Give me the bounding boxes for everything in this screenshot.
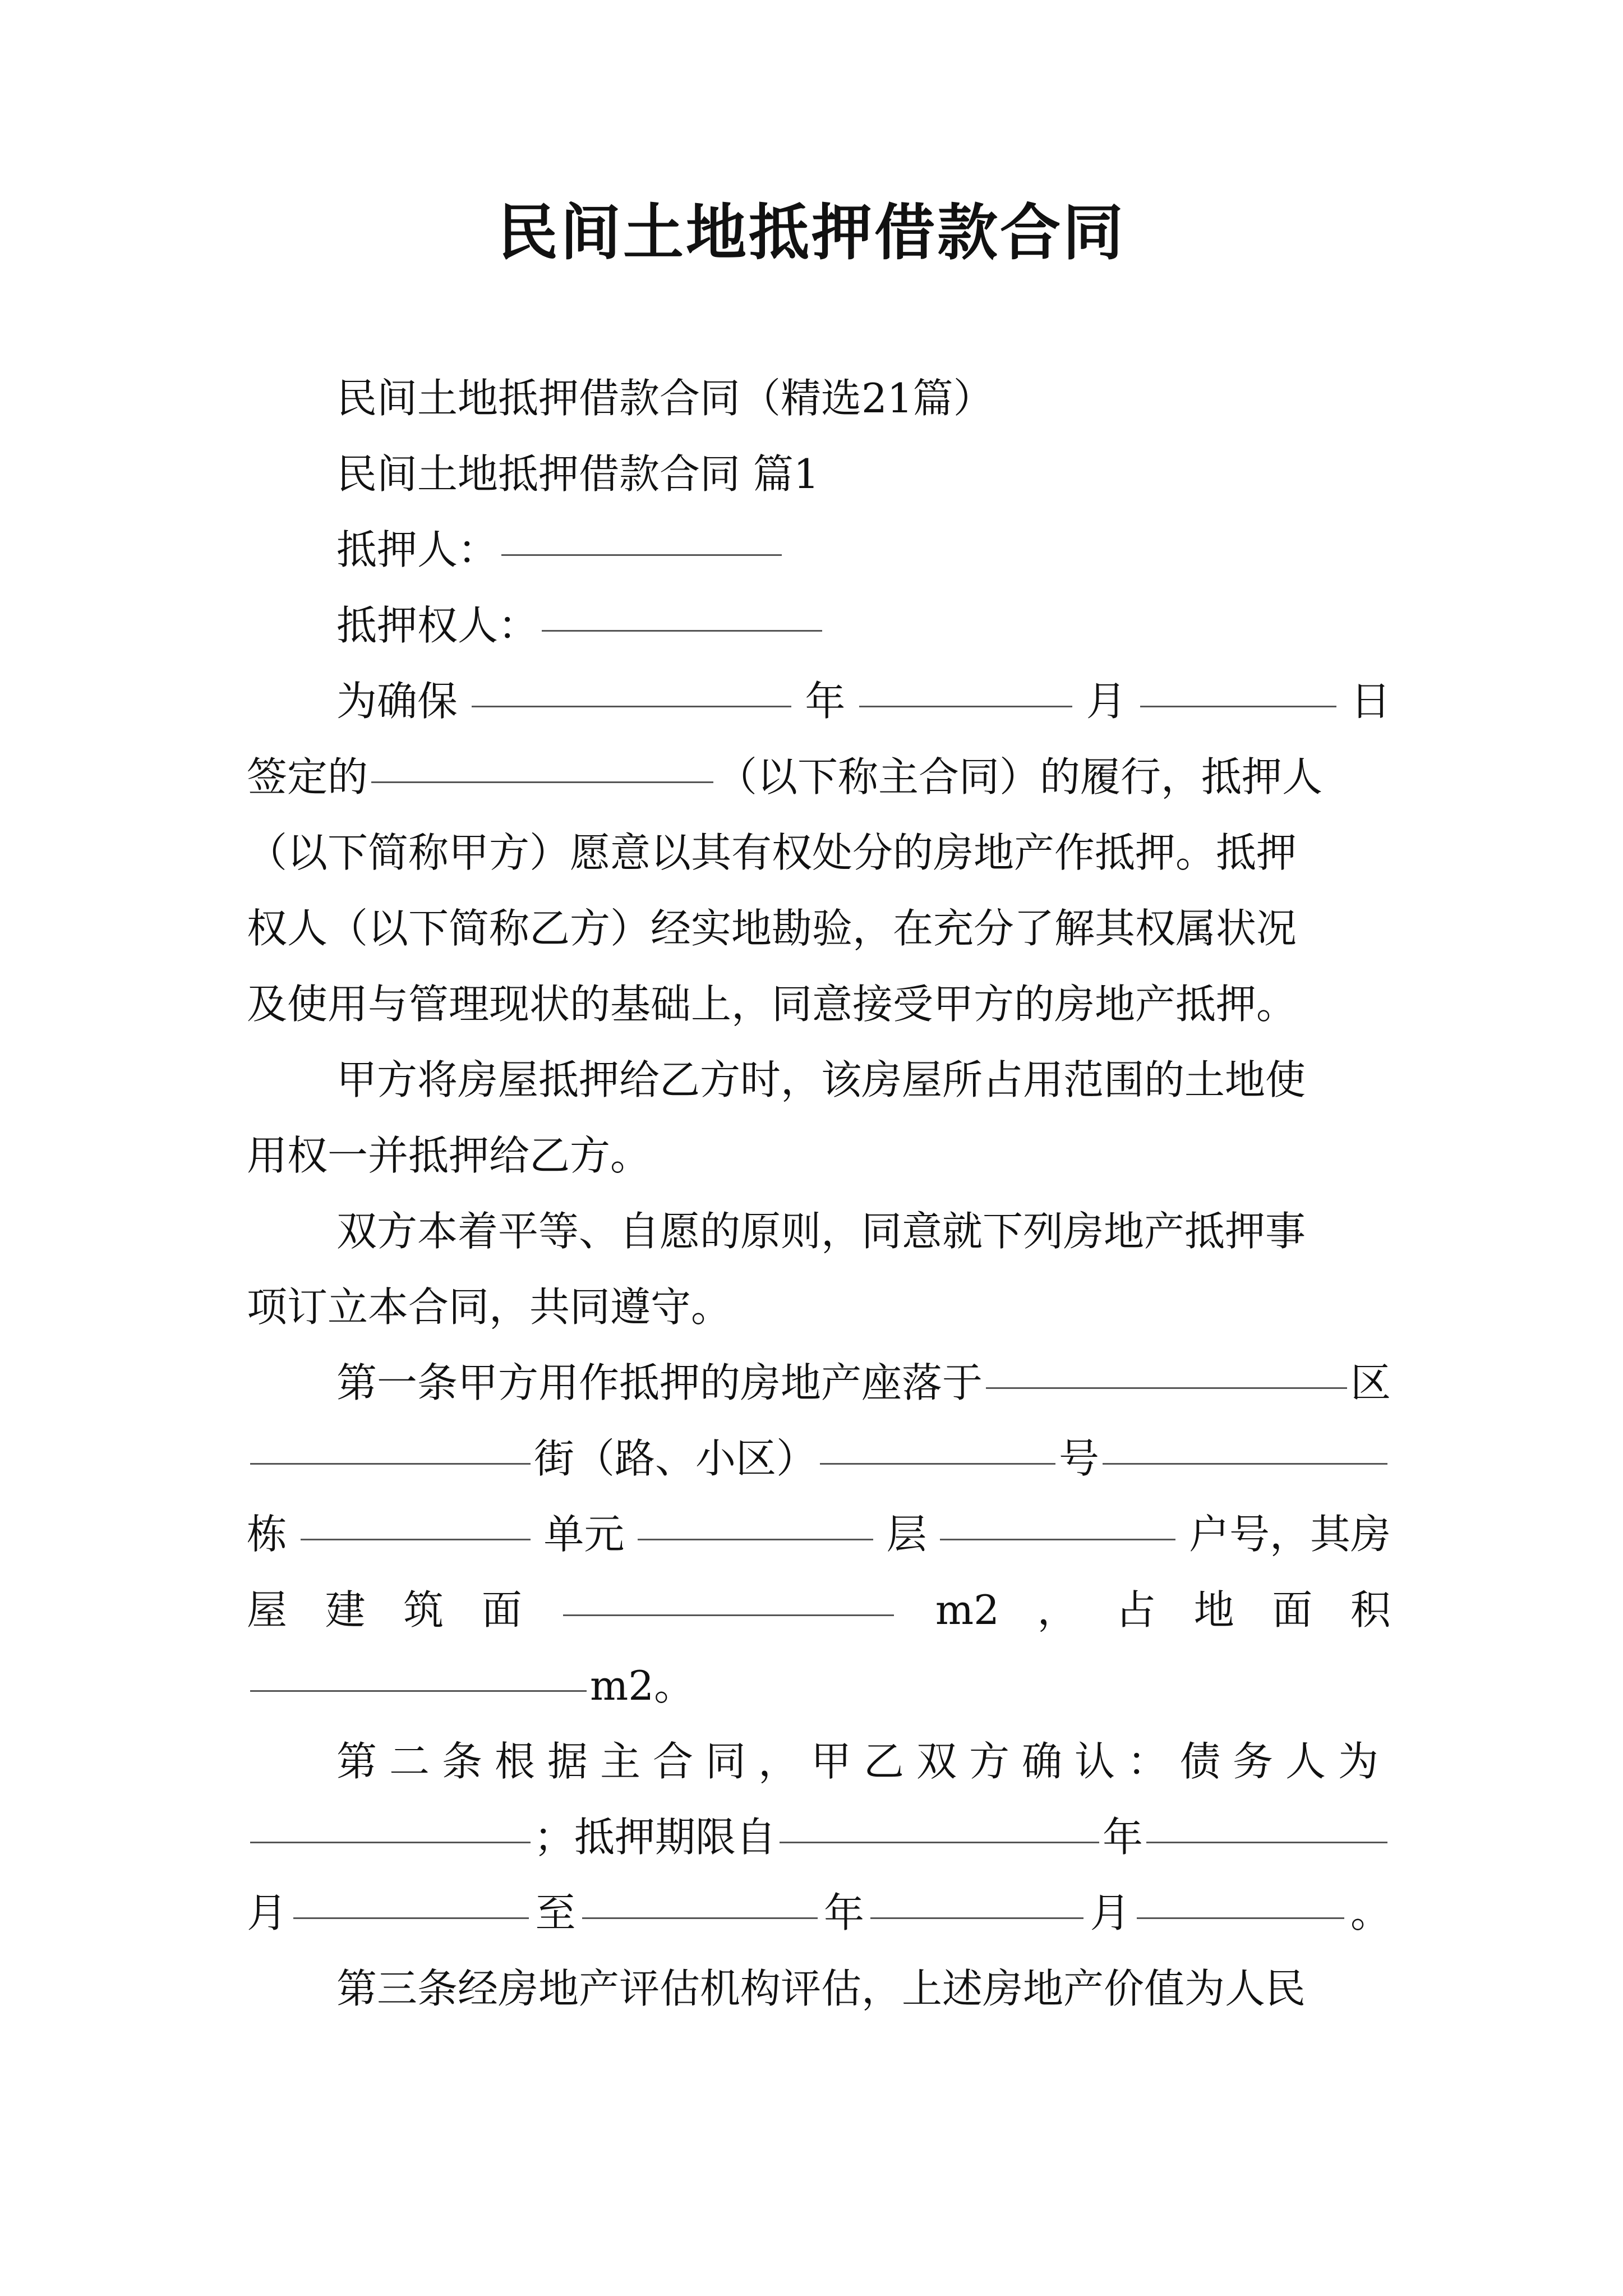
term-start-day-blank[interactable] <box>293 1917 529 1919</box>
contract-day-blank[interactable] <box>1140 706 1336 707</box>
article-text: 面 <box>481 1586 522 1634</box>
intro-text: （以下称主合同）的履行，抵押人 <box>717 753 1323 800</box>
intro-line-4 <box>247 898 1391 959</box>
land-area-blank[interactable] <box>250 1690 587 1692</box>
district-blank[interactable] <box>986 1387 1347 1389</box>
floor-blank[interactable] <box>638 1539 873 1540</box>
year-label: 年 <box>1103 1814 1144 1861</box>
article-text: 地 <box>1193 1586 1234 1634</box>
number-blank[interactable] <box>820 1463 1055 1465</box>
mortgagee-blank[interactable] <box>542 630 822 632</box>
year-label: 年 <box>805 678 846 725</box>
period-mark: 。 <box>1350 1889 1391 1936</box>
room-label: 户号，其房 <box>1188 1511 1391 1558</box>
paragraph-text: 甲方将房屋抵押给乙方时，该房屋所占用范围的土地使 <box>336 1056 1306 1103</box>
intro-text: （以下简称甲方）愿意以其有权处分的房地产作抵押。抵押 <box>247 829 1297 876</box>
unit-label: 单元 <box>543 1511 625 1558</box>
para3-line-2 <box>247 1276 1391 1338</box>
intro-text: 权人（以下简称乙方）经实地勘验，在充分了解其权属状况 <box>247 905 1297 952</box>
article-text: 面 <box>1272 1586 1313 1634</box>
month-label: 月 <box>1090 1889 1131 1936</box>
term-start-year-blank[interactable] <box>780 1842 1099 1843</box>
mortgagee-line <box>247 595 1391 656</box>
intro-text: 签定的 <box>247 753 368 800</box>
article1-line-2 <box>247 1428 1391 1489</box>
subtitle-text: 民间土地抵押借款合同（精选21篇） <box>336 375 994 422</box>
mortgagee-label: 抵押权人： <box>336 602 539 649</box>
article-text: ， <box>1037 1586 1078 1634</box>
document-title: 民间土地抵押借款合同 <box>497 197 1126 268</box>
day-label: 日 <box>1350 678 1391 725</box>
intro-line-1 <box>247 670 1391 732</box>
article-text: ；抵押期限自 <box>534 1814 777 1861</box>
para2-line-2 <box>247 1125 1391 1186</box>
term-end-month-blank[interactable] <box>870 1917 1083 1919</box>
article-text: 第一条甲方用作抵押的房地产座落于 <box>336 1359 983 1406</box>
to-label: 至 <box>535 1889 576 1936</box>
section-heading <box>247 443 1391 505</box>
year-label: 年 <box>823 1889 864 1936</box>
intro-line-2 <box>247 746 1391 808</box>
term-start-month-blank[interactable] <box>1146 1842 1387 1843</box>
article1-line-4 <box>247 1579 1391 1641</box>
term-end-year-blank[interactable] <box>582 1917 818 1919</box>
mortgagor-line <box>247 519 1391 581</box>
article1-line-1 <box>247 1352 1391 1414</box>
article-text: 占 <box>1115 1586 1156 1634</box>
term-end-day-blank[interactable] <box>1137 1917 1344 1919</box>
street-blank[interactable] <box>250 1463 531 1465</box>
contract-year-blank[interactable] <box>472 706 791 707</box>
article3-line-1 <box>247 1958 1391 2019</box>
floor-label: 层 <box>886 1511 927 1558</box>
article1-line-5 <box>247 1655 1391 1717</box>
article2-line-2 <box>247 1806 1391 1868</box>
contract-month-blank[interactable] <box>859 706 1072 707</box>
mortgagor-label: 抵押人： <box>336 526 499 573</box>
building-blank[interactable] <box>1103 1463 1387 1465</box>
debtor-blank[interactable] <box>250 1842 531 1843</box>
subtitle <box>247 367 1391 429</box>
building-label: 栋 <box>247 1511 288 1558</box>
article1-line-3 <box>247 1503 1391 1565</box>
paragraph-text: 双方本着平等、自愿的原则，同意就下列房地产抵押事 <box>336 1208 1306 1255</box>
article-text: 第二条根据主合同，甲乙双方确认：债务人为 <box>336 1738 1391 1785</box>
article2-line-1 <box>247 1731 1391 1792</box>
area-unit: m2。 <box>590 1662 695 1709</box>
street-label: 街（路、小区） <box>534 1435 817 1482</box>
room-blank[interactable] <box>940 1539 1175 1540</box>
mortgagor-blank[interactable] <box>501 554 782 556</box>
paragraph-text: 用权一并抵押给乙方。 <box>247 1132 651 1179</box>
para3-line-1 <box>247 1200 1391 1262</box>
paragraph-text: 项订立本合同，共同遵守。 <box>247 1283 732 1331</box>
unit-blank[interactable] <box>301 1539 531 1540</box>
intro-line-3 <box>247 822 1391 884</box>
article-text: 建 <box>325 1586 366 1634</box>
month-label: 月 <box>247 1889 288 1936</box>
article-text: 第三条经房地产评估机构评估，上述房地产价值为人民 <box>336 1965 1306 2012</box>
district-label: 区 <box>1350 1359 1391 1406</box>
article-text: 筑 <box>403 1586 444 1634</box>
intro-line-5 <box>247 973 1391 1035</box>
area-unit: m2 <box>935 1586 999 1634</box>
section-heading-text: 民间土地抵押借款合同 篇1 <box>336 450 819 498</box>
para2-line-1 <box>247 1049 1391 1111</box>
month-label: 月 <box>1086 678 1127 725</box>
article-text: 屋 <box>247 1586 288 1634</box>
article-text: 积 <box>1350 1586 1391 1634</box>
intro-text: 及使用与管理现状的基础上，同意接受甲方的房地产抵押。 <box>247 981 1297 1028</box>
article2-line-3 <box>247 1882 1391 1944</box>
number-label: 号 <box>1059 1435 1100 1482</box>
main-contract-name-blank[interactable] <box>371 781 713 783</box>
intro-text: 为确保 <box>336 678 458 725</box>
building-area-blank[interactable] <box>563 1614 894 1616</box>
